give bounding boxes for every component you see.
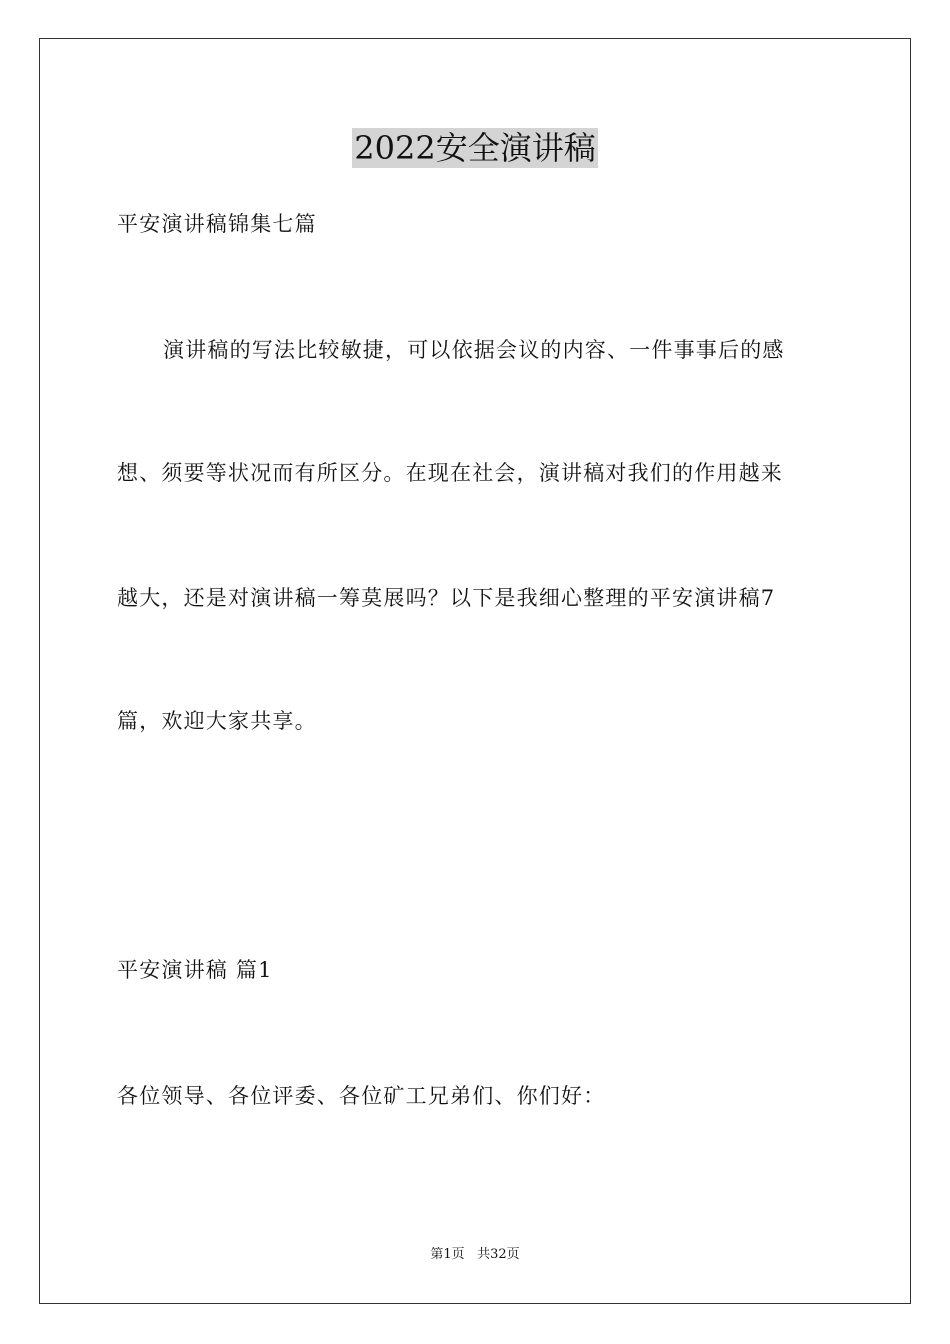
title-container — [0, 128, 950, 168]
document-title: 2022安全演讲稿 — [354, 129, 596, 167]
page-number: 第1页 — [430, 1247, 465, 1262]
page-footer — [0, 1246, 950, 1264]
intro-line-4: 篇，欢迎大家共享。 — [117, 709, 317, 733]
page-total: 共32页 — [477, 1247, 520, 1262]
intro-line-2: 想、须要等状况而有所区分。在现在社会，演讲稿对我们的作用越来 — [117, 461, 783, 485]
intro-line-1: 演讲稿的写法比较敏捷，可以依据会议的内容、一件事事后的感 — [163, 338, 785, 362]
greeting-line: 各位领导、各位评委、各位矿工兄弟们、你们好： — [117, 1084, 606, 1108]
section-heading: 平安演讲稿 篇1 — [117, 958, 273, 982]
intro-line-3: 越大，还是对演讲稿一筹莫展吗？以下是我细心整理的平安演讲稿7 — [117, 586, 776, 610]
document-subtitle: 平安演讲稿锦集七篇 — [117, 212, 317, 236]
